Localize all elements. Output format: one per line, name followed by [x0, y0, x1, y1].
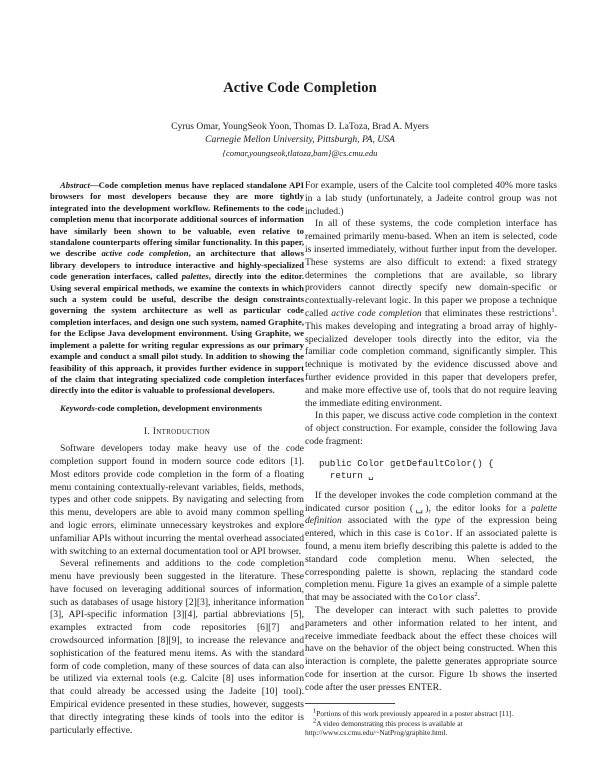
footnote-1-text: Portions of this work previously appeared in a poster abstract [11]. [316, 709, 514, 719]
intro-paragraph-2: Several refinements and additions to the code completion menu have previously been suggested in the literature. These have focused on leveraging additional sources of information, such as databases of usage history [2][3], inheritance information [3], API-specific information [3][4], partial abbreviations [5], examples extracted from code repositories [6][7] and crowdsourced information [8][9], to increase the relevance and sophistication of the featured menu items. As with the standard form of code completion, many of these sources of data can also be utilized via external tools (e.g. Calcite [8] uses information that could already be accessed using the Jadeite [10] tool). Empirical evidence presented in these studies, however, suggests that directly integrating these kinds of tools into the editor is particularly effective. [50, 558, 304, 736]
p4-text-a: If the developer invokes the code completion command at the indicated cursor position (␣), the editor looks for a [305, 489, 557, 514]
code-line-1: public Color getDefaultColor() { [319, 457, 494, 469]
abstract-text-1: Code completion menus have replaced standalone API browsers for most developers because they are more tightly integrated into the development workflow. Refinements to the code completion menu that incorporate additional sources of information have similarly been shown to be valuable, even relative to standalone counterparts offering similar functionality. In this paper, we describe [50, 180, 304, 259]
p4-text-d: . If an associated palette is found, a menu item briefly describing this palette is added to the standard code completion menu. When selected, the corresponding palette is shown, replacing the standard code completion menu. Figure 1a gives an example of a simple palette that may be associated with the [305, 528, 557, 604]
p4-code-color-2: Color [427, 593, 454, 604]
intro-paragraph-1: Software developers today make heavy use of the code completion support found in modern source code editors [1]. Most editors provide code completion in the form of a floating menu containing contextually-relevant variables, fields, methods, types and other code snippets. By navigating and selecting from this menu, developers are able to avoid many common spelling and logic errors, eliminate unnecessary keystrokes and explore unfamiliar APIs without incurring the mental overhead associated with switching to an external documentation tool or API browser. [50, 443, 304, 557]
p4-text-f: . [477, 592, 481, 604]
right-paragraph-1: For example, users of the Calcite tool completed 40% more tasks in a lab study (unfortunately, a Jadeite control group was not included.) [305, 180, 557, 217]
affiliation: Carnegie Mellon University, Pittsburgh, PA, USA [205, 134, 395, 145]
abstract-label: Abstract [60, 180, 90, 190]
abstract-text-2: , an architecture that allows library developers to introduce interactive and highly-specialized code generation interfaces, called [50, 248, 304, 282]
footnote-2-text: A video demonstrating this process is available at http://www.cs.cmu.edu/~NatProg/graphite.html. [305, 718, 463, 737]
left-column [50, 180, 304, 737]
footnote-divider [305, 703, 395, 704]
footnote-ref-2: 2 [474, 590, 478, 598]
keywords-label: Keywords [60, 402, 95, 413]
p4-text-e: class [453, 592, 475, 604]
p4-emphasis-2: type [434, 515, 451, 527]
abstract [50, 180, 304, 397]
abstract-dash: — [89, 180, 99, 190]
code-fragment [319, 458, 557, 482]
author-list: Cyrus Omar, YoungSeok Yoon, Thomas D. LaToza, Brad A. Myers [171, 121, 429, 132]
p4-emphasis-1: palette definition [305, 502, 557, 527]
p4-text-c: of the expression being entered, which in this case is [305, 515, 557, 540]
section-heading-introduction: I. Introduction [143, 426, 211, 438]
author-emails: {comar,youngseok,tlatoza,bam}@cs.cmu.edu [222, 148, 378, 158]
footnote-2-mark: 2 [313, 717, 317, 725]
footnote-2 [305, 719, 557, 737]
abstract-emphasis-1: active code completion [101, 248, 189, 259]
footnote-1-mark: 1 [313, 708, 317, 716]
right-paragraph-4 [305, 490, 557, 605]
paper-title: Active Code Completion [223, 80, 377, 96]
right-column [305, 180, 557, 737]
p2-text-a: In all of these systems, the code completion interface has remained primarily menu-based. When an item is selected, code is inserted immediately, without further input from the developer. These systems are also difficult to extend: a fixed strategy determines the completions that are available, so library providers cannot directly specify new domain-specific or contextually-relevant logic. In this paper we propose a technique called [305, 218, 557, 319]
abstract-emphasis-2: palettes [181, 271, 209, 282]
right-paragraph-5: The developer can interact with such palettes to provide parameters and other information related to her intent, and receive immediate feedback about the effect these choices will have on the behavior of the object being constructed. When this interaction is complete, the palette generates appropriate source code for insertion at the cursor. Figure 1b shows the inserted code after the user presses ENTER. [305, 604, 557, 693]
right-paragraph-2 [305, 218, 557, 410]
footnote-ref-1: 1 [551, 306, 555, 314]
p2-emphasis: active code completion [331, 307, 422, 319]
p2-text-b: that eliminates these restrictions [421, 307, 552, 319]
footnote-1 [305, 709, 557, 718]
p4-text-b: associated with the [341, 515, 435, 527]
keywords [50, 403, 304, 414]
abstract-text-3: , directly into the editor. Using several empirical methods, we examine the contexts in which such a system could be useful, describe the design constraints governing the system architecture as well as particular code completion interfaces, and design one such system, named Graphite, for the Eclipse Java development environment. Using Graphite, we implement a palette for writing regular expressions as our primary example and conduct a small pilot study. In addition to showing the feasibility of this approach, it provides further evidence in support of the claim that integrating specialized code completion interfaces directly into the editor is valuable to professional developers. [50, 271, 304, 396]
code-line-2: return ␣ [319, 469, 374, 481]
keywords-text: -code completion, development environments [94, 402, 263, 413]
p4-code-color: Color [424, 529, 451, 540]
p2-text-c: . This makes developing and integrating a broad array of highly-specialized developer tools directly into the editor, via the familiar code completion command, significantly simpler. This technique is motivated by the evidence discussed above and further evidence provided in this paper that developers prefer, and make more effective use of, tools that do not require leaving the immediate editing environment. [305, 307, 557, 409]
right-paragraph-3: In this paper, we discuss active code completion in the context of object construction. For example, consider the following Java code fragment: [305, 410, 557, 447]
